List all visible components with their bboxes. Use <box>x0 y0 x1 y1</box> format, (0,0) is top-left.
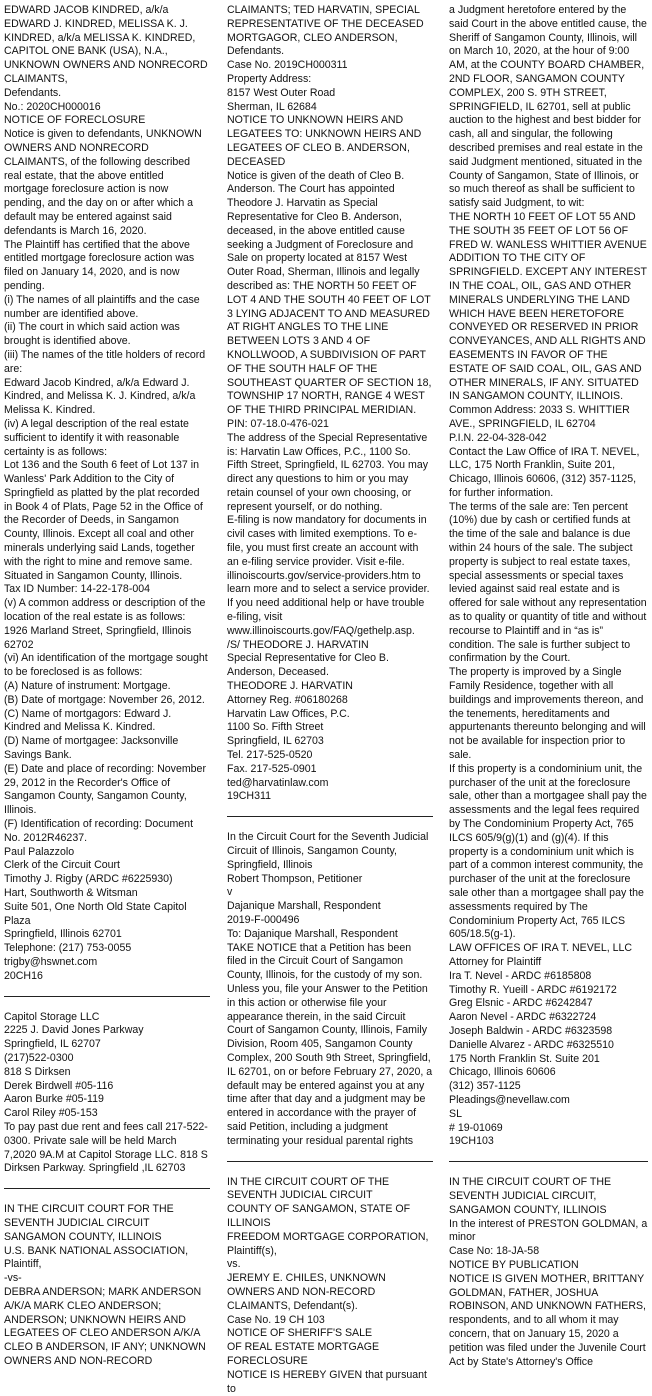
middle-column <box>227 4 433 1395</box>
goldman-publication-notice: IN THE CIRCUIT COURT OF THE SEVENTH JUDICIAL CIRCUIT, SANGAMON COUNTY, ILLINOIS In the interest of PRESTON GOLDMAN, a minor Case No: 18-JA-58 NOTICE BY PUBLICATION NOTICE IS GIVEN MOTHER, BRITTANY GOLDMAN, FATHER, JOSHUA ROBINSON, AND UNKNOWN FATHERS, respondents, and to all whom it may concern, that on January 15, 2020 a petition was filed under the Juvenile Court Act by State's Attorney's Office <box>449 1176 648 1368</box>
notice-divider <box>227 816 433 817</box>
kindred-foreclosure-notice: EDWARD JACOB KINDRED, a/k/a EDWARD J. KINDRED, MELISSA K. J. KINDRED, a/k/a MELISSA K. KINDRED, CAPITOL ONE BANK (USA), N.A., UNKNOWN OWNERS AND NONRECORD CLAIMANTS, Defendants. No.: 2020CH000016 NOTICE OF FORECLOSURE Notice is given to defendants, UNKNOWN OWNERS AND NONRECORD CLAIMANTS, of the following described real estate, that the above entitled mortgage foreclosure action is now pending, and the day on or after which a default may be entered against said defendants is March 16, 2020. The Plaintiff has certified that the above entitled mortgage foreclosure action was filed on January 14, 2020, and is now pending. (i) The names of all plaintiffs and the case number are identified above. (ii) The court in which said action was brought is identified above. (iii) The names of the title holders of record are: Edward Jacob Kindred, a/k/a Edward J. Kindred, and Melissa K. J. Kindred, a/k/a Melissa K. Kindred. (iv) A legal description of the real estate sufficient to identify it with reasonable certainty is as follows: Lot 136 and the South 6 feet of Lot 137 in Wanless' Park Addition to the City of Springfield as platted by the plat recorded in Book 4 of Plats, Page 52 in the Office of the Recorder of Deeds, in Sangamon County, Illinois. Except all coal and other minerals underlying said Lands, together with the right to mine and remove same. Situated in Sangamon County, Illinois. Tax ID Number: 14-22-178-004 (v) A common address or description of the location of the real estate is as follows: 1926 Marland Street, Springfield, Illinois 62702 (vi) An identification of the mortgage sought to be foreclosed is as follows: (A) Nature of instrument: Mortgage. (B) Date of mortgage: November 26, 2012. (C) Name of mortgagors: Edward J. Kindred and Melissa K. Kindred. (D) Name of mortgagee: Jacksonville Savings Bank. (E) Date and place of recording: November 29, 2012 in the Recorder's Office of Sangamon County, Sangamon County, Illinois. (F) Identification of recording: Document No. 2012R46237. Paul Palazzolo Clerk of the Circuit Court Timothy J. Rigby (ARDC #6225930) Hart, Southworth & Witsman Suite 501, One North Old State Capitol Plaza Springfield, Illinois 62701 Telephone: (217) 753-0055 trigby@hswnet.com 20CH16 <box>4 4 208 982</box>
notice-divider <box>4 996 210 997</box>
chiles-sheriff-sale-notice-start: IN THE CIRCUIT COURT OF THE SEVENTH JUDICIAL CIRCUIT COUNTY OF SANGAMON, STATE OF ILLINOIS FREEDOM MORTGAGE CORPORATION, Plaintiff(s), vs. JEREMY E. CHILES, UNKNOWN OWNERS AND NON-RECORD CLAIMANTS, Defendant(s). Case No. 19 CH 103 NOTICE OF SHERIFF'S SALE OF REAL ESTATE MORTGAGE FORECLOSURE NOTICE IS HEREBY GIVEN that pursuant to <box>227 1175 429 1395</box>
capitol-storage-notice: Capitol Storage LLC 2225 J. David Jones Parkway Springfield, IL 62707 (217)522-0300 818 S Dirksen Derek Birdwell #05-116 Aaron Burke #05-119 Carol Riley #05-153 To pay past due rent and fees call 217-522-0300. Private sale will be held March 7,2020 9A.M at Capitol Storage LLC. 818 S Dirksen Parkway. Springfield ,IL 62703 <box>4 1010 208 1175</box>
anderson-foreclosure-notice-continued: CLAIMANTS; TED HARVATIN, SPECIAL REPRESENTATIVE OF THE DECEASED MORTGAGOR, CLEO ANDERSON, Defendants. Case No. 2019CH000311 Property Address: 8157 West Outer Road Sherman, IL 62684 NOTICE TO UNKNOWN HEIRS AND LEGATEES TO: UNKNOWN HEIRS AND LEGATEES OF CLEO B. ANDERSON, DECEASED Notice is given of the death of Cleo B. Anderson. The Court has appointed Theodore J. Harvatin as Special Representative for Cleo B. Anderson, deceased, in the above entitled cause seeking a Judgment of Foreclosure and Sale on property located at 8157 West Outer Road, Sherman, Illinois and legally described as: THE NORTH 50 FEET OF LOT 4 AND THE SOUTH 40 FEET OF LOT 3 LYING ADJACENT TO AND MEASURED AT RIGHT ANGLES TO THE LINE BETWEEN LOTS 3 AND 4 OF KNOLLWOOD, A SUBDIVISION OF PART OF THE SOUTH HALF OF THE SOUTHEAST QUARTER OF SECTION 18, TOWNSHIP 17 NORTH, RANGE 4 WEST OF THE THIRD PRINCIPAL MERIDIAN. PIN: 07-18.0-476-021 The address of the Special Representative is: Harvatin Law Offices, P.C., 1100 So. Fifth Street, Springfield, IL 62703. You may direct any questions to him or you may retain counsel of your own choosing, or represent yourself, or do nothing. E-filing is now mandatory for documents in civil cases with limited exemptions. To e-file, you must first create an account with an e-filing service provider. Visit e-file. illinoiscourts.gov/service-providers.htm to learn more and to select a service provider. If you need additional help or have trouble e-filing, visit www.illinoiscourts.gov/FAQ/gethelp.asp. /S/ THEODORE J. HARVATIN Special Representative for Cleo B. Anderson, Deceased. THEODORE J. HARVATIN Attorney Reg. #06180268 Harvatin Law Offices, P.C. 1100 So. Fifth Street Springfield, IL 62703 Tel. 217-525-0520 Fax. 217-525-0901 ted@harvatinlaw.com 19CH311 <box>227 4 432 803</box>
anderson-foreclosure-notice-start: IN THE CIRCUIT COURT FOR THE SEVENTH JUDICIAL CIRCUIT SANGAMON COUNTY, ILLINOIS U.S. BANK NATIONAL ASSOCIATION, Plaintiff, -vs- DEBRA ANDERSON; MARK ANDERSON A/K/A MARK CLEO ANDERSON; ANDERSON; UNKNOWN HEIRS AND LEGATEES OF CLEO ANDERSON A/K/A CLEO B ANDERSON, IF ANY; UNKNOWN OWNERS AND NON-RECORD <box>4 1203 206 1367</box>
thompson-custody-notice: In the Circuit Court for the Seventh Judicial Circuit of Illinois, Sangamon County, Springfield, Illinois Robert Thompson, Petitioner v Dajanique Marshall, Respondent 2019-F-000496 To: Dajanique Marshall, Respondent TAKE NOTICE that a Petition has been filed in the Circuit Court of Sangamon County, Illinois, for the custody of my son. Unless you, file your Answer to the Petition in this action or otherwise file your appearance therein, in the said Circuit Court of Sangamon County, Illinois, Family Division, Room 405, Sangamon County Complex, 200 South 9th Street, Springfield, IL 62701, on or before February 27, 2020, a default may be entered against you at any time after that day and a judgment may be entered in accordance with the prayer of said Petition, including a judgment terminating your residual parental rights <box>227 831 433 1147</box>
notice-divider <box>227 1161 433 1162</box>
left-column <box>4 4 210 1367</box>
right-column <box>449 4 648 1368</box>
notice-divider <box>4 1188 210 1189</box>
notice-divider <box>449 1161 648 1162</box>
chiles-sheriff-sale-notice-continued: a Judgment heretofore entered by the said Court in the above entitled cause, the Sheriff of Sangamon County, Illinois, will on March 10, 2020, at the hour of 9:00 AM, at the COUNTY BOARD CHAMBER, 2ND FLOOR, SANGAMON COUNTY COMPLEX, 200 S. 9TH STREET, SPRINGFIELD, IL 62701, sell at public auction to the highest and best bidder for cash, all and singular, the following described premises and real estate in the said Judgment mentioned, situated in the County of Sangamon, State of Illinois, or so much thereof as shall be sufficient to satisfy said Judgment, to wit: THE NORTH 10 FEET OF LOT 55 AND THE SOUTH 35 FEET OF LOT 56 OF FRED W. WANLESS WHITTIER AVENUE ADDITION TO THE CITY OF SPRINGFIELD. EXCEPT ANY INTEREST IN THE COAL, OIL, GAS AND OTHER MINERALS UNDERLYING THE LAND WHICH HAVE BEEN HERETOFORE CONVEYED OR RESERVED IN PRIOR CONVEYANCES, AND ALL RIGHTS AND EASEMENTS IN FAVOR OF THE ESTATE OF SAID COAL, OIL, GAS AND OTHER MINERALS, IF ANY. SITUATED IN SANGAMON COUNTY, ILLINOIS. Common Address: 2033 S. WHITTIER AVE., SPRINGFIELD, IL 62704 P.I.N. 22-04-328-042 Contact the Law Office of IRA T. NEVEL, LLC, 175 North Franklin, Suite 201, Chicago, Illinois 60606, (312) 357-1125, for further information. The terms of the sale are: Ten percent (10%) due by cash or certified funds at the time of the sale and balance is due within 24 hours of the sale. The subject property is subject to real estate taxes, special assessments or special taxes levied against said real estate and is offered for sale without any representation as to quality or quantity of title and without recourse to Plaintiff and in “as is” condition. The sale is further subject to confirmation by the Court. The property is improved by a Single Family Residence, together with all buildings and improvements thereon, and the tenements, hereditaments and appurtenants thereunto belonging and will not be available for inspection prior to sale. If this property is a condominium unit, the purchaser of the unit at the foreclosure sale, other than a mortgagee shall pay the assessments and the legal fees required by The Condominium Property Act, 765 ILCS 605/9(g)(1) and (g)(4). If this property is a condominium unit which is part of a common interest community, the purchaser of the unit at the foreclosure sale other than a mortgagee shall pay the assessments required by The Condominium Property Act, 765 ILCS 605/18.5(g-1). LAW OFFICES OF IRA T. NEVEL, LLC Attorney for Plaintiff Ira T. Nevel - ARDC #6185808 Timothy R. Yueill - ARDC #6192172 Greg Elsnic - ARDC #6242847 Aaron Nevel - ARDC #6322724 Joseph Baldwin - ARDC #6323598 Danielle Alvarez - ARDC #6325510 175 North Franklin St. Suite 201 Chicago, Illinois 60606 (312) 357-1125 Pleadings@nevellaw.com SL # 19-01069 19CH103 <box>449 4 647 1148</box>
